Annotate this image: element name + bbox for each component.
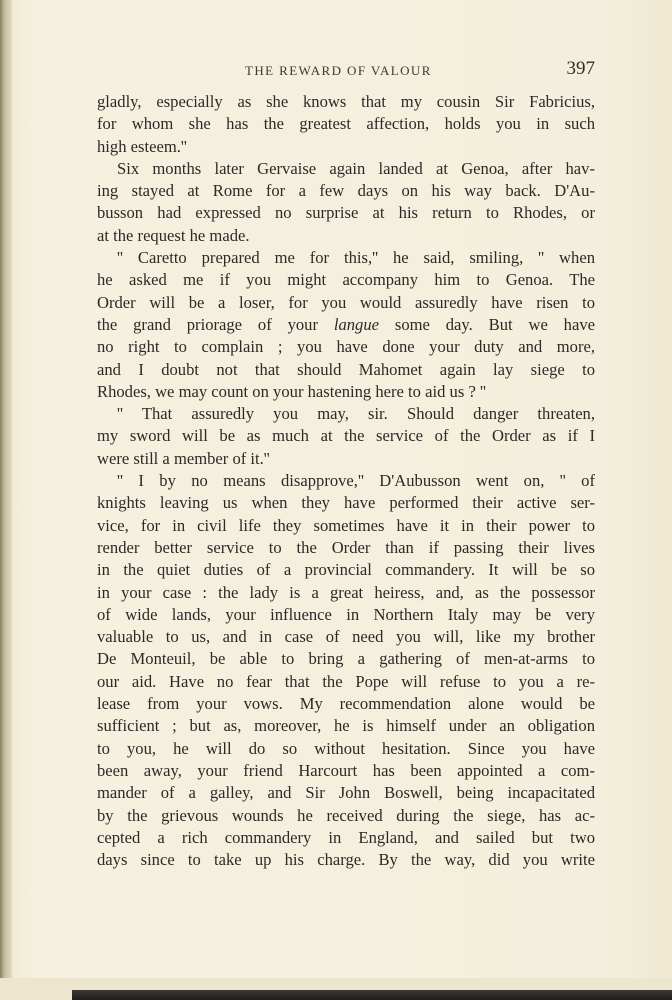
page-number: 397 <box>566 58 595 79</box>
text-line: Six months later Gervaise again landed at Genoa, after hav- <box>117 158 595 178</box>
text-line: to you, he will do so without hesitation. Since you have <box>97 738 595 758</box>
text-line: De Monteuil, be able to bring a gathering of men-at-arms to <box>97 649 595 669</box>
text-span: the grand priorage of your <box>97 314 318 334</box>
text-span: some day. But we have <box>394 314 595 334</box>
text-line: cepted a rich commandery in England, and sailed but two <box>97 827 595 847</box>
text-line: were still a member of it.'' <box>97 448 270 468</box>
text-line: Rhodes, we may count on your hastening here to aid us ? '' <box>97 381 486 401</box>
text-line-with-italic <box>97 314 595 336</box>
text-line: in your case : the lady is a great heiress, and, as the possessor <box>97 582 595 602</box>
running-head <box>97 58 595 82</box>
text-line: our aid. Have no fear that the Pope will refuse to you a re- <box>97 671 595 691</box>
text-line: Order will be a loser, for you would assuredly have risen to <box>97 292 595 312</box>
body-text <box>97 91 595 871</box>
text-line: and I doubt not that should Mahomet again lay siege to <box>97 359 595 379</box>
text-line: gladly, especially as she knows that my cousin Sir Fabricius, <box>97 92 595 111</box>
running-title: THE REWARD OF VALOUR <box>245 63 432 78</box>
text-line: high esteem.'' <box>97 136 187 156</box>
text-line: knights leaving us when they have performed their active ser- <box>97 493 595 513</box>
text-line: days since to take up his charge. By the way, did you write <box>97 850 595 870</box>
text-line: '' Caretto prepared me for this,'' he said, smiling, '' when <box>117 248 595 268</box>
text-line: he asked me if you might accompany him to Genoa. The <box>97 270 595 290</box>
book-gutter <box>0 0 12 1000</box>
text-line: my sword will be as much at the service of the Order as if I <box>97 426 595 446</box>
text-line: in the quiet duties of a provincial commandery. It will be so <box>97 560 595 580</box>
text-line: '' I by no means disapprove,'' D'Aubusson went on, '' of <box>117 471 595 491</box>
text-line: vice, for in civil life they sometimes have it in their power to <box>97 515 595 535</box>
text-line: '' That assuredly you may, sir. Should danger threaten, <box>117 404 595 424</box>
text-line: no right to complain ; you have done your duty and more, <box>97 337 595 357</box>
text-line: valuable to us, and in case of need you will, like my brother <box>97 627 595 647</box>
text-line: at the request he made. <box>97 225 250 245</box>
scan-edge-bar <box>72 990 672 1000</box>
text-line: lease from your vows. My recommendation alone would be <box>97 694 595 714</box>
italic-word: langue <box>333 314 380 334</box>
text-line: ing stayed at Rome for a few days on his way back. D'Au- <box>97 181 595 201</box>
text-line: for whom she has the greatest affection, holds you in such <box>97 114 595 134</box>
text-line: mander of a galley, and Sir John Boswell, being incapacitated <box>97 783 595 803</box>
text-line: been away, your friend Harcourt has been appointed a com- <box>97 760 595 780</box>
text-line: by the grievous wounds he received during the siege, has ac- <box>97 805 595 825</box>
text-line: busson had expressed no surprise at his return to Rhodes, or <box>97 203 595 223</box>
text-line: render better service to the Order than if passing their lives <box>97 537 595 557</box>
text-line: sufficient ; but as, moreover, he is himself under an obligation <box>97 716 595 736</box>
text-line: of wide lands, your influence in Northern Italy may be very <box>97 604 595 624</box>
